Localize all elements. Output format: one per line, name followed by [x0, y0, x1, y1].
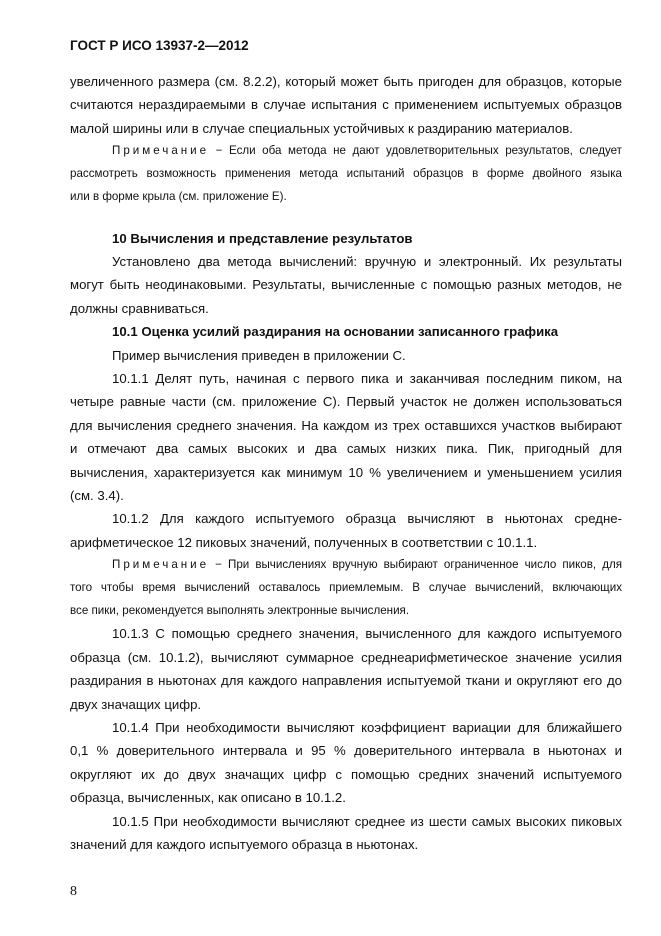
text-line: вычисления, характеризуется как минимум 10 % увеличением и уменьшением усилия	[70, 464, 622, 480]
section-heading: 10.1 Оценка усилий раздирания на основании записанного графика	[112, 324, 559, 340]
text-line: 10.1.4 При необходимости вычисляют коэффициент вариации для ближайшего	[112, 720, 622, 736]
paragraph	[70, 507, 622, 554]
note-text: − Если оба метода не дают удовлетворительных результатов, следует	[209, 144, 622, 158]
paragraph	[70, 367, 622, 507]
note-paragraph	[70, 140, 622, 208]
paragraph	[70, 716, 622, 810]
text-line: 10.1.2 Для каждого испытуемого образца вычисляют в ньютонах средне-	[112, 511, 622, 527]
note-label: Примечание	[112, 558, 210, 572]
text-line	[70, 140, 622, 163]
paragraph	[70, 344, 622, 367]
text-line: малой ширины или в случае специальных устойчивых к раздиранию материалов.	[70, 120, 573, 136]
text-line: и отмечают два самых высоких и два самых низких пика. Пик, пригодный для	[70, 441, 622, 457]
note-paragraph	[70, 554, 622, 622]
page-number: 8	[70, 884, 77, 899]
text-line: могут быть неодинаковыми. Результаты, вычисленные с помощью разных методов, не	[70, 277, 622, 293]
section-heading: 10 Вычисления и представление результатов	[112, 230, 413, 246]
document-header: ГОСТ Р ИСО 13937-2—2012	[70, 38, 249, 53]
text-line: арифметическое 12 пиковых значений, полученных в соответствии с 10.1.1.	[70, 534, 538, 550]
text-line: увеличенного размера (см. 8.2.2), который может быть пригоден для образцов, которые	[70, 74, 622, 89]
text-line: для вычисления среднего значения. На каждом из трех оставшихся участков выбирают	[70, 417, 622, 433]
text-line: (см. 3.4).	[70, 487, 124, 503]
text-line: 10.1.3 С помощью среднего значения, вычисленного для каждого испытуемого	[112, 626, 622, 642]
text-line: считаются нераздираемыми в случае испытания с применением испытуемых образцов	[70, 97, 622, 113]
text-line: округляют их до двух значащих цифр с помощью средних значений испытуемого	[70, 766, 622, 782]
text-line: должны сравниваться.	[70, 300, 209, 316]
text-line: Пример вычисления приведен в приложении С.	[112, 347, 406, 363]
text-line	[70, 554, 622, 577]
text-line: все пики, рекомендуется выполнять электронные вычисления.	[70, 603, 410, 617]
text-line: 10.1.5 При необходимости вычисляют среднее из шести самых высоких пиковых	[112, 813, 622, 829]
text-line: образца, вычисленных, как описано в 10.1.2.	[70, 790, 346, 806]
document-body	[70, 70, 622, 856]
text-line: 10.1.1 Делят путь, начиная с первого пика и заканчивая последним пиком, на	[112, 370, 622, 386]
paragraph	[70, 70, 622, 140]
note-text: − При вычислениях вручную выбирают ограниченное число пиков, для	[209, 558, 622, 572]
paragraph	[70, 622, 622, 716]
text-line: или в форме крыла (см. приложение Е).	[70, 189, 287, 203]
text-line: четыре равные части (см. приложение С). Первый участок не должен использоваться	[70, 394, 622, 410]
paragraph	[70, 250, 622, 320]
paragraph	[70, 810, 622, 857]
text-line: двух значащих цифр.	[70, 696, 202, 712]
note-label: Примечание	[112, 144, 210, 158]
text-line: 0,1 % доверительного интервала и 95 % доверительного интервала в ньютонах и	[70, 743, 622, 759]
text-line: Установлено два метода вычислений: вручную и электронный. Их результаты	[112, 253, 622, 269]
text-line: раздирания в ньютонах для каждого направления испытуемой ткани и округляют его до	[70, 673, 622, 689]
text-line: рассмотреть возможность применения метода испытаний образцов в форме двойного языка	[70, 166, 622, 180]
text-line: значений для каждого испытуемого образца в ньютонах.	[70, 836, 419, 852]
text-line: того чтобы время вычислений оставалось приемлемым. В случае вычислений, включающих	[70, 580, 622, 594]
text-line: образца (см. 10.1.2), вычисляют суммарное среднеарифметическое значение усилия	[70, 649, 622, 665]
